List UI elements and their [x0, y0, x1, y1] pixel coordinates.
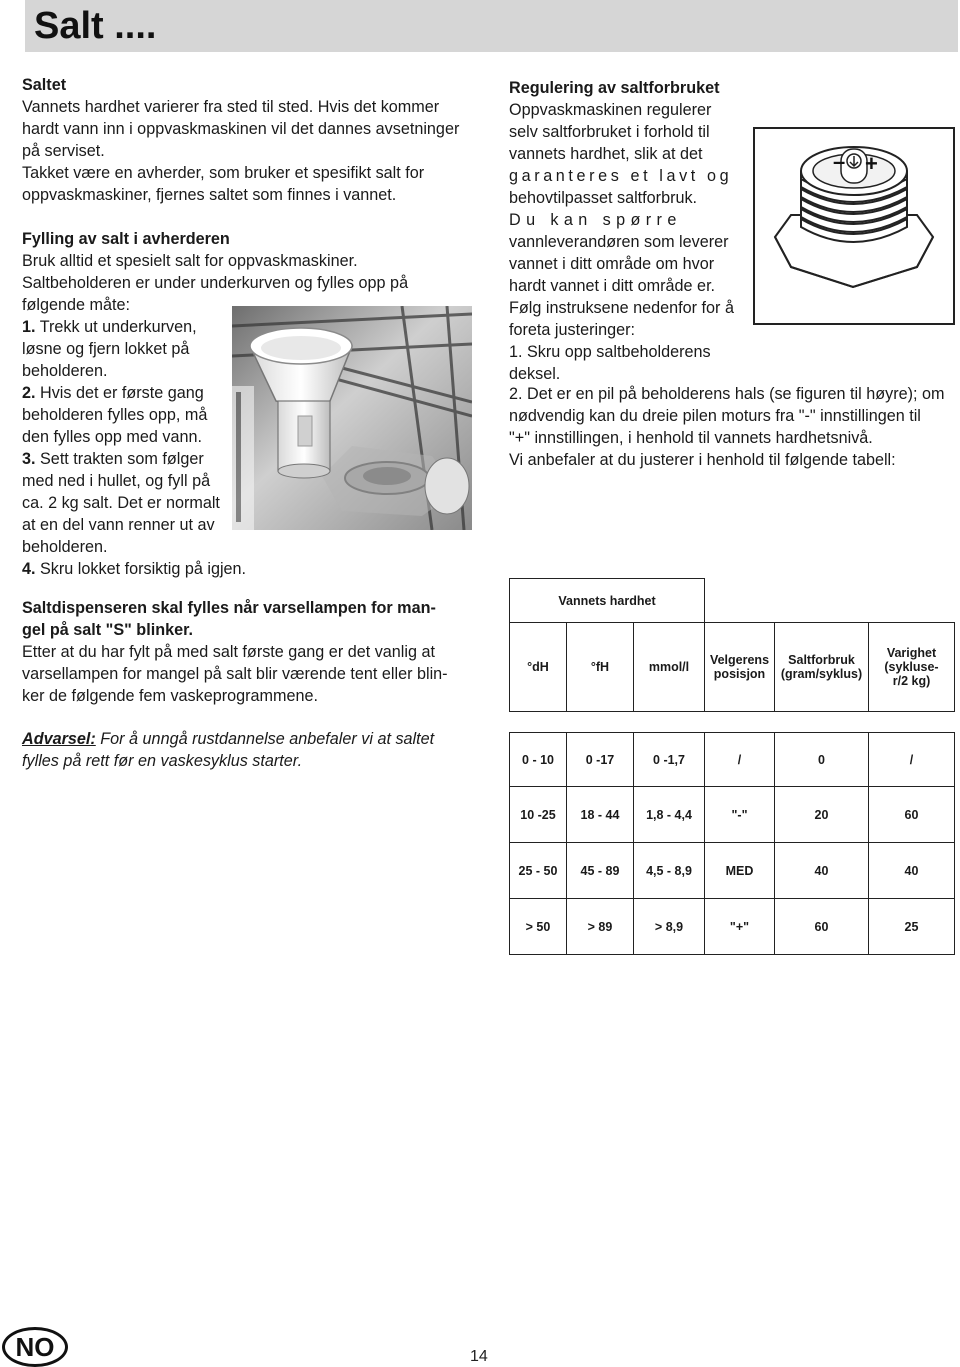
- step-text: Sett trakten som følger: [35, 450, 204, 468]
- cap-minus-label: –: [833, 149, 846, 174]
- table-cell: 10 -25: [510, 787, 567, 843]
- table-blank: [705, 579, 955, 623]
- step-4: [22, 558, 247, 580]
- warning-label: Advarsel:: [22, 730, 96, 748]
- language-badge: NO: [2, 1327, 68, 1367]
- warning-section: [22, 728, 482, 772]
- step-number: 3.: [22, 450, 36, 468]
- col-header-mmol: mmol/l: [634, 623, 705, 712]
- step-text: at en del vann renner ut av: [22, 516, 215, 534]
- regulering-line: 2. Det er en pil på beholderens hals (se figuren til høyre); om: [509, 385, 945, 403]
- regulering-heading: Regulering av saltforbruket: [509, 79, 720, 97]
- regulering-line: Oppvaskmaskinen regulerer: [509, 101, 712, 119]
- table-cell: 25 - 50: [510, 843, 567, 899]
- table-row: [510, 787, 955, 843]
- table-cell: 60: [775, 899, 869, 955]
- step-text: Skru lokket forsiktig på igjen.: [35, 560, 247, 578]
- regulering-line: 1. Skru opp saltbeholderens: [509, 343, 711, 361]
- table-cell: 40: [775, 843, 869, 899]
- table-gap: [510, 712, 955, 733]
- regulering-line: deksel.: [509, 365, 561, 383]
- steps-list: [22, 316, 247, 580]
- table-cell: 20: [775, 787, 869, 843]
- step-text: beholderen.: [22, 538, 108, 556]
- dispenser-heading: gel på salt "S" blinker.: [22, 621, 193, 639]
- step-text: Hvis det er første gang: [35, 384, 204, 402]
- col-header-text: Saltforbruk: [788, 653, 855, 667]
- table-row: [510, 733, 955, 787]
- table-cell: 40: [869, 843, 955, 899]
- fylling-heading: Fylling av salt i avherderen: [22, 230, 230, 248]
- saltet-line: Vannets hardhet varierer fra sted til sted. Hvis det kommer: [22, 98, 440, 116]
- warning-line: [22, 728, 482, 750]
- dispenser-line: Etter at du har fylt på med salt første gang er det vanlig at: [22, 643, 435, 661]
- fylling-line: følgende måte:: [22, 296, 130, 314]
- regulering-line: Du kan spørre: [509, 211, 682, 229]
- dispenser-section: [22, 597, 474, 707]
- col-header-text: (sykluse-: [884, 660, 939, 674]
- fylling-line: Bruk alltid et spesielt salt for oppvaskmaskiner.: [22, 252, 358, 270]
- page-header-bar: [25, 0, 958, 52]
- hardness-table: [509, 578, 955, 955]
- col-header-fh: °fH: [567, 623, 634, 712]
- step-text: løsne og fjern lokket på: [22, 340, 190, 358]
- table-cell: 0: [775, 733, 869, 787]
- regulering-line: vannets hardhet, slik at det: [509, 145, 703, 163]
- dispenser-line: ker de følgende fem vaskeprogrammene.: [22, 687, 319, 705]
- table-cell: 60: [869, 787, 955, 843]
- regulering-line: Følg instruksene nedenfor for å: [509, 299, 734, 317]
- step-number: 2.: [22, 384, 36, 402]
- regulering-line: vannleverandøren som leverer: [509, 233, 729, 251]
- table-group-header: Vannets hardhet: [510, 579, 705, 623]
- table-cell: 18 - 44: [567, 787, 634, 843]
- table-cell: MED: [705, 843, 775, 899]
- col-header-velgerens: [705, 623, 775, 712]
- cap-plus-label: +: [865, 151, 878, 176]
- saltet-line: på serviset.: [22, 142, 105, 160]
- step-text: med ned i hullet, og fyll på: [22, 472, 211, 490]
- table-cell: > 50: [510, 899, 567, 955]
- regulering-line: hardt vannet i ditt område er.: [509, 277, 716, 295]
- table-cell: > 89: [567, 899, 634, 955]
- regulering-line: garanteres et lavt og: [509, 167, 733, 185]
- step-text: den fylles opp med vann.: [22, 428, 202, 446]
- regulering-line: foreta justeringer:: [509, 321, 635, 339]
- regulering-line: vannet i ditt område om hvor: [509, 255, 715, 273]
- col-header-text: Velgerens: [709, 653, 770, 667]
- table-cell: > 8,9: [634, 899, 705, 955]
- fylling-line: Saltbeholderen er under underkurven og fylles opp på: [22, 274, 409, 292]
- page-number: 14: [470, 1348, 488, 1365]
- table-cell: /: [869, 733, 955, 787]
- saltet-heading: Saltet: [22, 76, 67, 94]
- col-header-saltforbruk: [775, 623, 869, 712]
- saltet-line: hardt vann inn i oppvaskmaskinen vil det dannes avsetninger: [22, 120, 460, 138]
- step-2: [22, 382, 230, 404]
- regulering-line: nødvendig kan du dreie pilen moturs fra "-" innstillingen til: [509, 407, 921, 425]
- table-cell: 4,5 - 8,9: [634, 843, 705, 899]
- saltet-line: Takket være en avherder, som bruker et spesifikt salt for: [22, 164, 425, 182]
- step-text: beholderen.: [22, 362, 108, 380]
- step-3: [22, 448, 230, 470]
- step-text: ca. 2 kg salt. Det er normalt: [22, 494, 220, 512]
- table-cell: 1,8 - 4,4: [634, 787, 705, 843]
- table-cell: 0 - 10: [510, 733, 567, 787]
- regulering-continued: [509, 383, 959, 471]
- regulering-section: [509, 77, 741, 385]
- table-cell: "-": [705, 787, 775, 843]
- regulering-line: Vi anbefaler at du justerer i henhold til følgende tabell:: [509, 451, 896, 469]
- col-header-varighet: [869, 623, 955, 712]
- step-text: beholderen fylles opp, må: [22, 406, 208, 424]
- table-cell: /: [705, 733, 775, 787]
- salt-funnel-photo: [232, 306, 472, 530]
- table-cell: 0 -17: [567, 733, 634, 787]
- col-header-text: (gram/syklus): [780, 667, 863, 681]
- col-header-text: Varighet: [886, 646, 937, 660]
- table-cell: 0 -1,7: [634, 733, 705, 787]
- dispenser-heading: Saltdispenseren skal fylles når varsellampen for man-: [22, 599, 436, 617]
- fylling-section: [22, 228, 474, 316]
- col-header-text: posisjon: [713, 667, 766, 681]
- saltet-section: [22, 74, 474, 206]
- page-title: Salt ....: [34, 5, 157, 47]
- regulering-line: "+" innstillingen, i henhold til vannets hardhetsnivå.: [509, 429, 873, 447]
- saltet-line: oppvaskmaskiner, fjernes saltet som finnes i vannet.: [22, 186, 397, 204]
- table-row: [510, 899, 955, 955]
- salt-cap-figure: [753, 127, 955, 325]
- regulering-line: selv saltforbruket i forhold til: [509, 123, 710, 141]
- step-number: 1.: [22, 318, 36, 336]
- step-1: [22, 316, 230, 338]
- step-text: Trekk ut underkurven,: [35, 318, 197, 336]
- col-header-text: r/2 kg): [892, 674, 931, 688]
- regulering-line: behovtilpasset saltforbruk.: [509, 189, 698, 207]
- table-cell: "+": [705, 899, 775, 955]
- table-row: [510, 843, 955, 899]
- dispenser-line: varsellampen for mangel på salt blir værende tent eller blin-: [22, 665, 448, 683]
- step-number: 4.: [22, 560, 36, 578]
- table-cell: 25: [869, 899, 955, 955]
- warning-text: fylles på rett før en vaskesyklus starter.: [22, 752, 303, 770]
- col-header-dh: °dH: [510, 623, 567, 712]
- table-cell: 45 - 89: [567, 843, 634, 899]
- warning-text: For å unngå rustdannelse anbefaler vi at saltet: [95, 730, 435, 748]
